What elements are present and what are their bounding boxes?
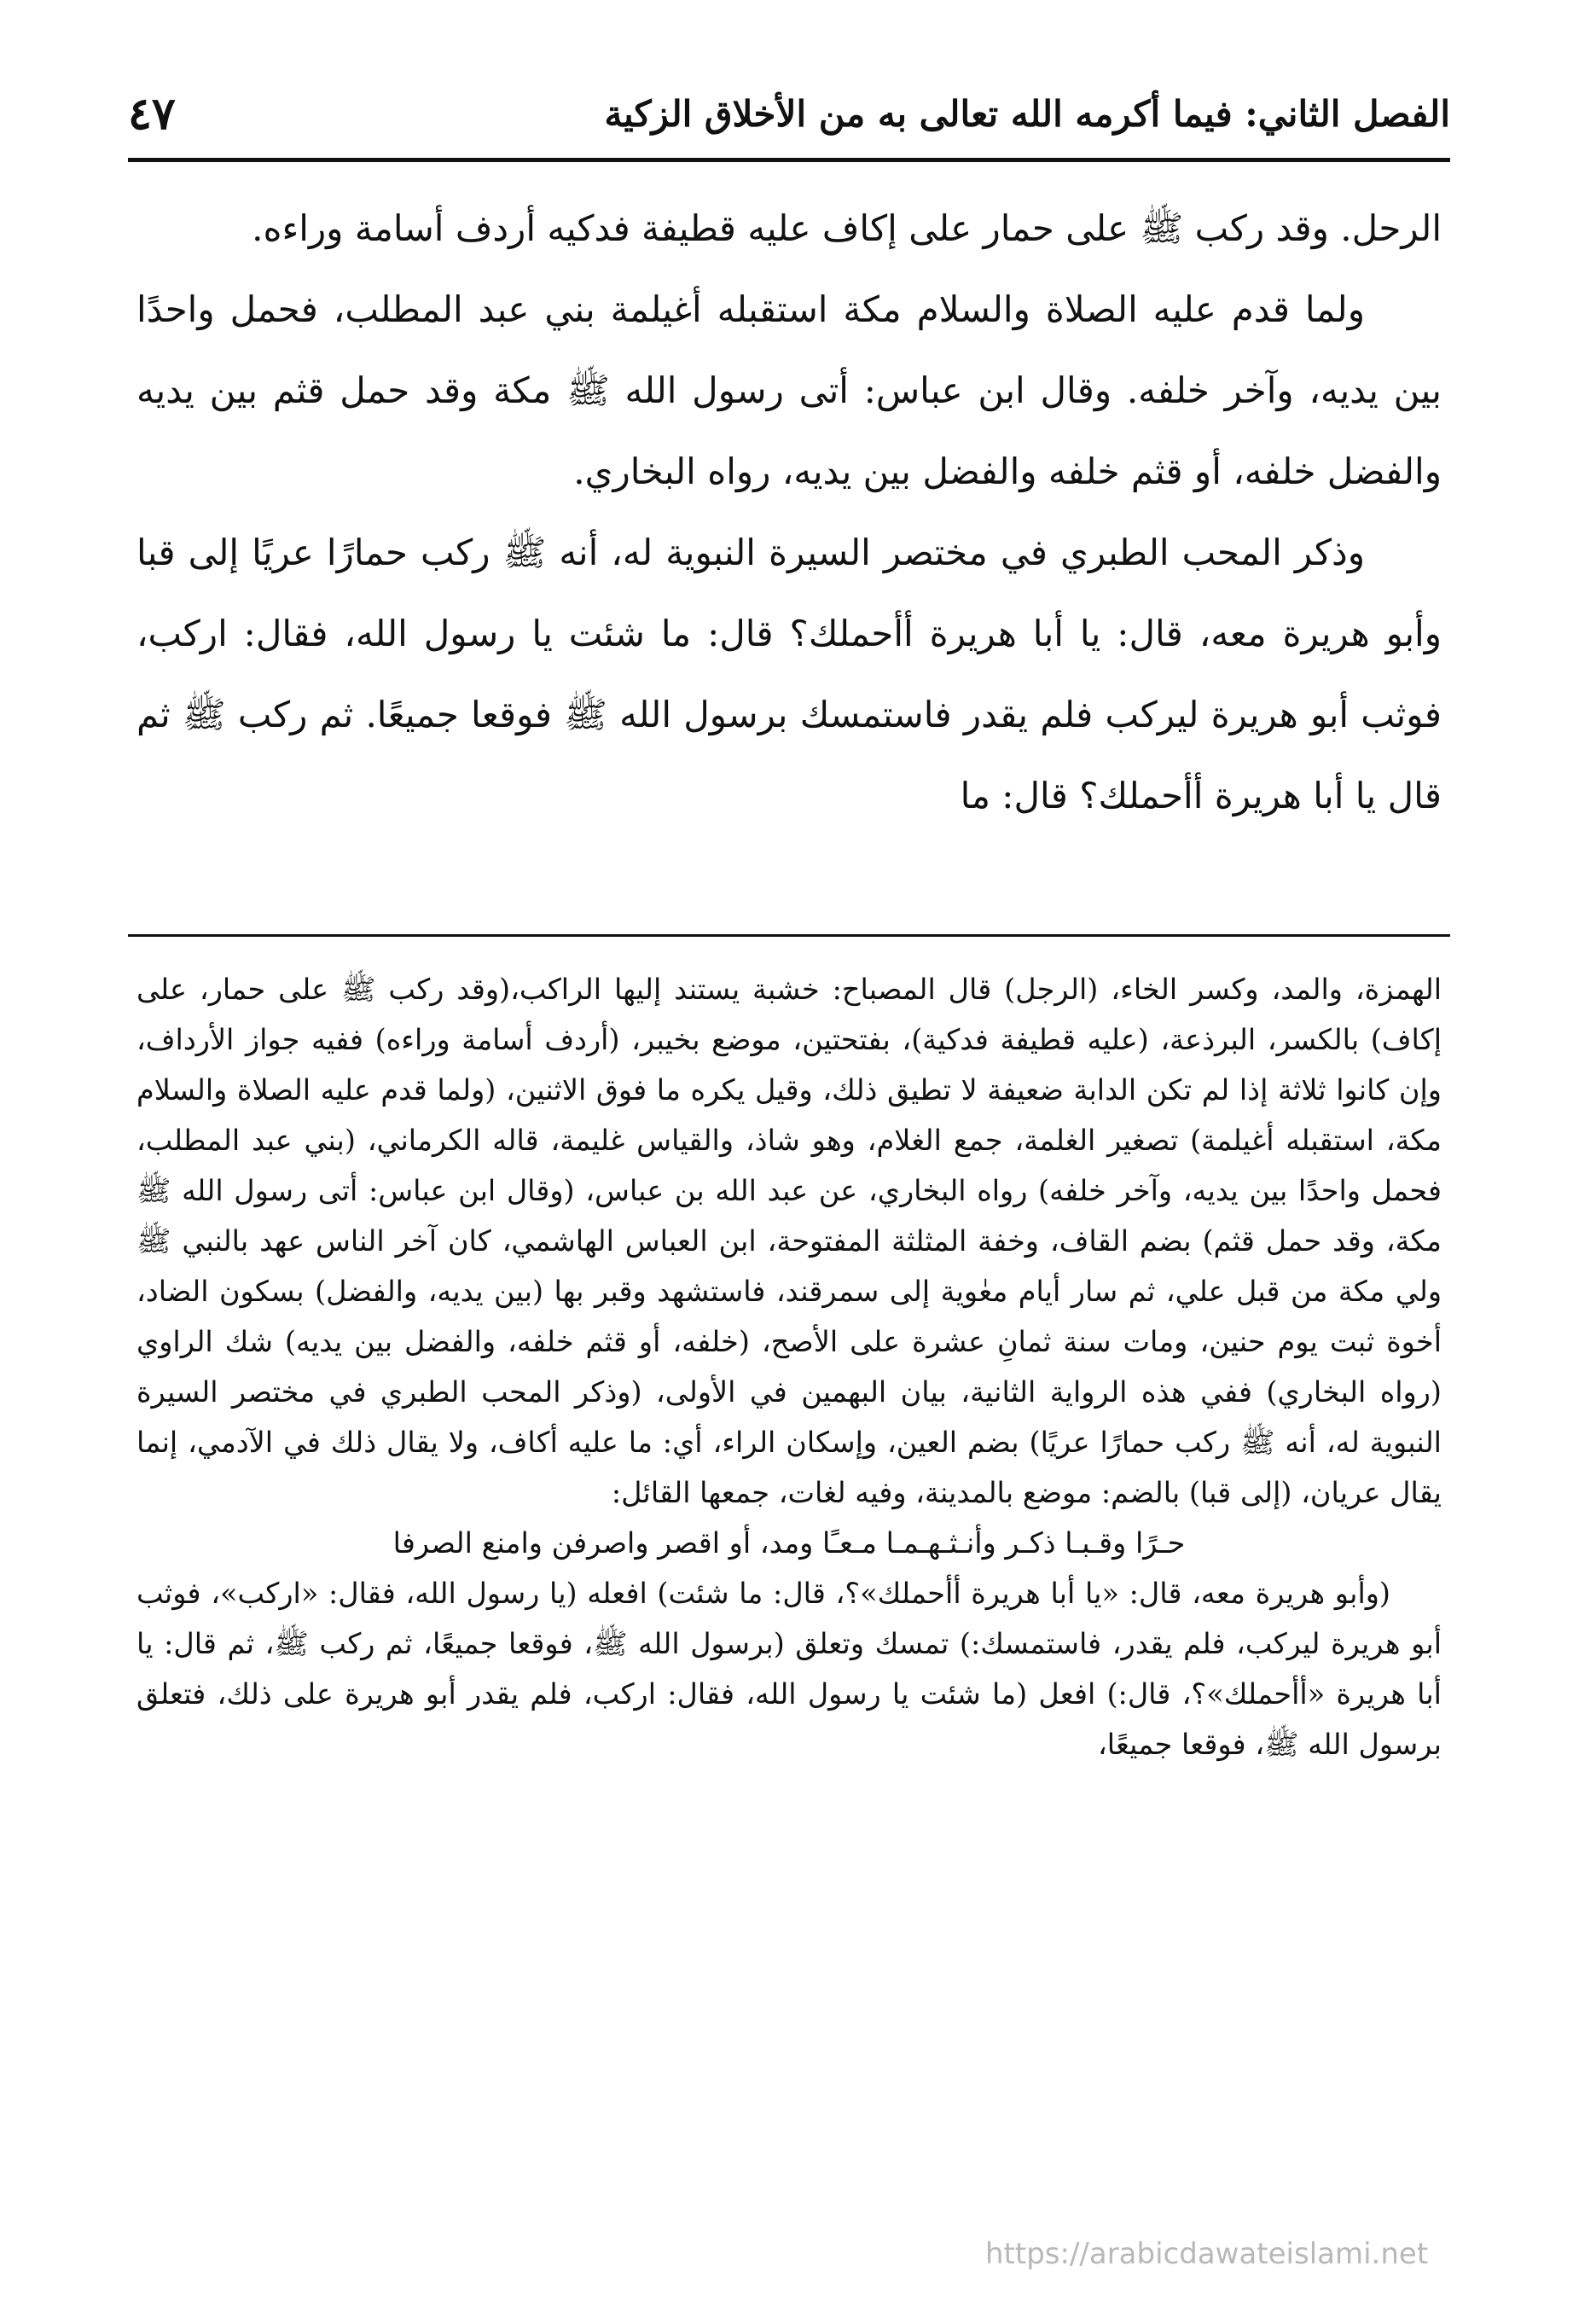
main-text [136,188,1442,836]
watermark-url: https://arabicdawateislami.net [985,2237,1429,2271]
main-paragraph: الرحل. وقد ركب ﷺ على حمار على إكاف عليه قطيفة فدكيه أردف أسامة وراءه. [252,207,1442,249]
poetry-verse: حـرًا وقـبـا ذكـر وأنـثـهـمـا مـعـًا ومد، أو اقصر واصرفن وامنع الصرفا [392,1526,1186,1560]
page-number: ٤٧ [128,87,176,140]
commentary-divider [128,934,1450,937]
running-title: الفصل الثاني: فيما أكرمه الله تعالى به من الأخلاق الزكية [604,92,1450,135]
commentary-paragraph: (وأبو هريرة معه، قال: «يا أبا هريرة أأحملك»؟، قال: ما شئت) افعله (يا رسول الله، فقال: «اركب»، فوثب أبو هريرة ليركب، فلم يقدر، فاستمسك:) تمسك وتعلق (برسول الله ﷺ، فوقعا جميعًا، ثم ركب ﷺ، ثم قال: يا أبا هريرة «أأحملك»؟، قال:) افعل (ما شئت يا رسول الله، فقال: اركب، فلم يقدر أبو هريرة على ذلك، فتعلق برسول الله ﷺ، فوقعا جميعًا، [136,1577,1442,1761]
commentary-text [136,964,1442,1769]
page-header [128,75,1450,152]
main-paragraph: وذكر المحب الطبري في مختصر السيرة النبوية له، أنه ﷺ ركب حمارًا عريًا إلى قبا وأبو هريرة معه، قال: يا أبا هريرة أأحملك؟ قال: ما شئت يا رسول الله، فقال: اركب، فوثب أبو هريرة ليركب فلم يقدر فاستمسك برسول الله ﷺ فوقعا جميعًا. ثم ركب ﷺ ثم قال يا أبا هريرة أأحملك؟ قال: ما [136,532,1442,816]
commentary-paragraph: الهمزة، والمد، وكسر الخاء، (الرجل) قال المصباح: خشبة يستند إليها الراكب،(وقد ركب ﷺ على حمار، على إكاف) بالكسر، البرذعة، (عليه قطيفة فدكية)، بفتحتين، موضع بخيبر، (أردف أسامة وراءه) ففيه جواز الأرداف، وإن كانوا ثلاثة إذا لم تكن الدابة ضعيفة لا تطيق ذلك، وقيل يكره ما فوق الاثنين، (ولما قدم عليه الصلاة والسلام مكة، استقبله أغيلمة) تصغير الغلمة، جمع الغلام، وهو شاذ، والقياس غليمة، قاله الكرماني، (بني عبد المطلب، فحمل واحدًا بين يديه، وآخر خلفه) رواه البخاري، عن عبد الله بن عباس، (وقال ابن عباس: أتى رسول الله ﷺ مكة، وقد حمل قثم) بضم القاف، وخفة المثلثة المفتوحة، ابن العباس الهاشمي، كان آخر الناس عهد بالنبي ﷺ ولي مكة من قبل علي، ثم سار أيام معٰوية إلى سمرقند، فاستشهد وقبر بها (بين يديه، والفضل) بسكون الضاد، أخوة ثبت يوم حنين، ومات سنة ثمانِ عشرة على الأصح، (خلفه، أو قثم خلفه، والفضل بين يديه) شك الراوي (رواه البخاري) ففي هذه الرواية الثانية، بيان البهمين في الأولى، (وذكر المحب الطبري في مختصر السيرة النبوية له، أنه ﷺ ركب حمارًا عريًا) بضم العين، وإسكان الراء، أي: ما عليه أكاف، ولا يقال ذلك في الآدمي، إنما يقال عريان، (إلى قبا) بالضم: موضع بالمدينة، وفيه لغات، جمعها القائل: [136,973,1442,1509]
header-rule [128,158,1450,162]
main-paragraph: ولما قدم عليه الصلاة والسلام مكة استقبله أغيلمة بني عبد المطلب، فحمل واحدًا بين يديه، وآخر خلفه. وقال ابن عباس: أتى رسول الله ﷺ مكة وقد حمل قثم بين يديه والفضل خلفه، أو قثم خلفه والفضل بين يديه، رواه البخاري. [136,288,1442,492]
